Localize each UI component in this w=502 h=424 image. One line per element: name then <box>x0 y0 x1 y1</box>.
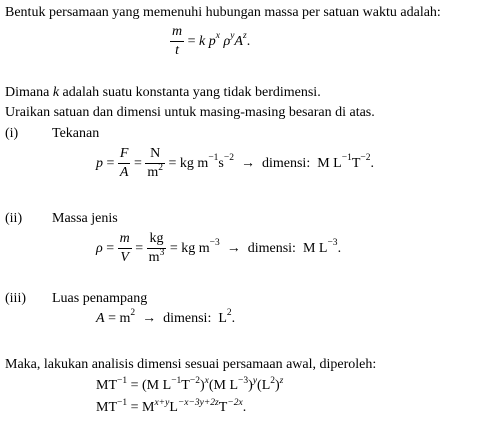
where-k: k <box>52 85 60 100</box>
equation-massa-jenis: ρ = $\frac{m}{V}$ = $\frac{kg}{m^3}$ = kg m $^{-3}$ → dimensi: M L $^{-3}$ . <box>96 231 342 265</box>
var-A: A <box>234 33 243 49</box>
r2-lhs: MT <box>96 400 117 415</box>
r2-m: M <box>142 400 155 415</box>
r2-l: L <box>169 400 178 415</box>
r1-p3-close: ) <box>275 378 280 393</box>
r1-p1: (M L <box>142 378 172 393</box>
where-post: adalah suatu konstanta yang tidak berdimensi. <box>59 85 321 100</box>
tekanan-lhs: p <box>96 155 103 171</box>
r1-p2-exp: y <box>252 376 258 386</box>
massa-jenis-dim-label: dimensi: <box>247 240 296 256</box>
item-name-massa-jenis: Massa jenis <box>52 211 118 226</box>
tekanan-dim-label: dimensi: <box>261 155 311 171</box>
massa-jenis-frac1-den: V <box>120 250 129 265</box>
r2-l-sup: −x−3y+2z <box>177 398 219 408</box>
arrow-icon: → <box>142 311 157 326</box>
result-equation-1 <box>96 376 284 393</box>
massa-jenis-frac2-den: m <box>148 250 160 265</box>
tekanan-frac1 <box>118 146 131 181</box>
massa-jenis-lhs: ρ <box>96 240 103 256</box>
r1-p3-exp: z <box>279 376 284 386</box>
arrow-icon: → <box>240 155 255 171</box>
r2-end: . <box>242 400 247 415</box>
massa-jenis-frac2-den-sup: 3 <box>159 248 165 258</box>
r1-lhs-sup: −1 <box>117 376 128 386</box>
tekanan-dim: M L <box>317 155 342 171</box>
conclusion-text: Maka, lakukan analisis dimensi sesuai persamaan awal, diperoleh: <box>5 357 377 372</box>
massa-jenis-dim-end: . <box>337 240 342 256</box>
var-p: p <box>208 33 216 49</box>
tekanan-frac2-num: N <box>150 146 161 161</box>
r1-p3: (L <box>257 378 271 393</box>
r1-p2-sup: −3 <box>238 376 249 386</box>
intro-text: Bentuk persamaan yang memenuhi hubungan massa per satuan waktu adalah: <box>5 5 441 20</box>
r1-p1-sup2: −2 <box>189 376 200 386</box>
main-equation: $\frac{m}{t}$ = k p $^x$ ρ $^y$ A $^z$ . <box>172 24 251 58</box>
r2-m-sup: x+y <box>154 398 170 408</box>
main-fraction <box>170 24 184 59</box>
r1-p2-close: ) <box>248 378 253 393</box>
tekanan-frac2-den-sup: 2 <box>158 163 164 173</box>
tekanan-frac2 <box>145 146 165 181</box>
luas-dim-label: dimensi: <box>163 311 212 326</box>
r2-t-sup: −2x <box>227 398 243 408</box>
tekanan-frac1-num: F <box>119 146 129 161</box>
tekanan-unit: kg m <box>179 155 209 171</box>
item-name-luas-penampang: Luas penampang <box>52 291 148 306</box>
r2-eq: = <box>130 400 139 415</box>
where-pre: Dimana <box>5 85 53 100</box>
luas-lhs: A <box>96 311 105 326</box>
tekanan-frac2-den: m <box>147 165 159 180</box>
massa-jenis-frac2-num: kg <box>149 231 164 246</box>
arrow-icon: → <box>226 240 241 256</box>
luas-unit: m <box>119 311 131 326</box>
massa-jenis-frac1-num: m <box>119 231 130 246</box>
result-equation-2 <box>96 398 247 415</box>
item-number-ii: (ii) <box>5 211 23 226</box>
massa-jenis-frac2 <box>147 231 167 266</box>
r1-p2: (M L <box>208 378 239 393</box>
r2-t: T <box>218 400 228 415</box>
main-fraction-den: t <box>175 43 179 58</box>
item-number-i: (i) <box>5 126 19 141</box>
tekanan-frac1-den: A <box>119 165 129 180</box>
equation-tekanan: p = $\frac{F}{A}$ = $\frac{N}{m^2}$ = kg m $^{-1}$ s $^{-2}$ → dimensi: M L $^{-1}$ T $^{-2}$ . <box>96 146 374 180</box>
item-number-iii: (iii) <box>5 291 26 306</box>
r1-p1-close: ) <box>199 378 205 393</box>
item-name-tekanan: Tekanan <box>52 126 100 141</box>
equation-luas-penampang: A = m $^2$ → dimensi: L $^2$ . <box>96 308 236 326</box>
main-fraction-num: m <box>172 24 183 39</box>
instruction-text: Uraikan satuan dan dimensi untuk masing-masing besaran di atas. <box>5 105 375 120</box>
r1-p3-sup: 2 <box>270 376 275 386</box>
r1-p1-exp: x <box>204 376 209 386</box>
where-text <box>5 86 321 100</box>
var-rho: ρ <box>223 33 231 49</box>
const-k: k <box>199 33 206 49</box>
luas-dim: L <box>218 311 227 326</box>
r1-p1-mid: T <box>181 378 190 393</box>
main-eq-period: . <box>246 33 251 49</box>
r1-p1-sup1: −1 <box>171 376 182 386</box>
r1-lhs: MT <box>96 378 117 393</box>
luas-dim-end: . <box>231 311 236 326</box>
tekanan-dim-end: . <box>370 155 374 171</box>
tekanan-unit-mid: s <box>218 155 224 171</box>
r1-eq: = <box>130 378 139 393</box>
tekanan-dim-mid: T <box>351 155 361 171</box>
massa-jenis-unit: kg m <box>181 240 210 256</box>
massa-jenis-frac1 <box>118 231 132 266</box>
r2-lhs-sup: −1 <box>117 398 128 408</box>
massa-jenis-dim: M L <box>302 240 328 256</box>
